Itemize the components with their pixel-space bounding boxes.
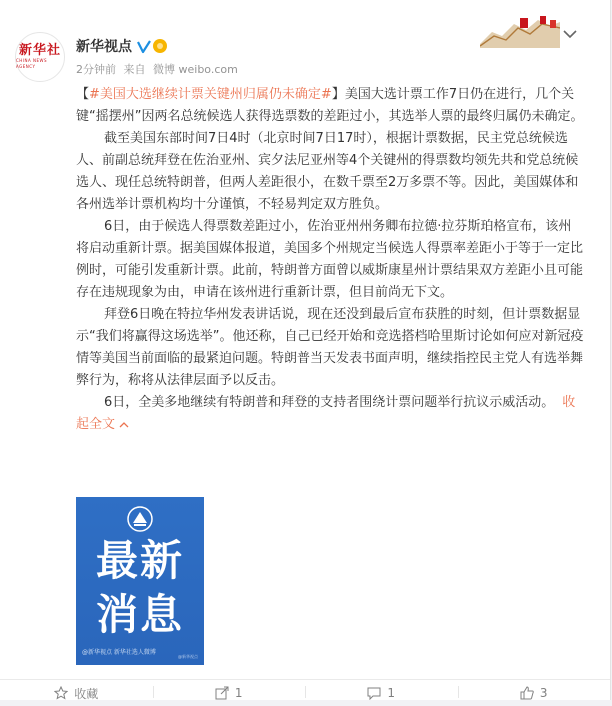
avatar[interactable]: [15, 32, 65, 82]
post-time[interactable]: 2分钟前: [76, 63, 116, 76]
like-button[interactable]: [458, 680, 611, 706]
xinhua-emblem-icon: [126, 505, 154, 533]
medal-icon[interactable]: [153, 39, 167, 53]
author-row: [76, 36, 167, 56]
post-meta: [76, 61, 242, 77]
star-icon: [54, 686, 68, 700]
author-name[interactable]: 新华视点: [76, 39, 132, 55]
favorite-button[interactable]: [0, 680, 153, 706]
comment-icon: [367, 686, 381, 700]
comment-count: 1: [387, 686, 396, 700]
avatar-logo-subtext: CHINA NEWS AGENCY: [16, 58, 47, 69]
chevron-down-icon[interactable]: [560, 24, 580, 44]
paragraph-4: [76, 392, 584, 436]
image-caption: @新华视点 新华社选人微博: [82, 649, 156, 656]
share-icon: [215, 686, 229, 700]
action-bar: [0, 679, 610, 706]
collapse-link[interactable]: 收起全文: [76, 395, 576, 432]
hashtag-link[interactable]: #美国大选继续计票关键州归属仍未确定#: [89, 87, 332, 102]
repost-count: 1: [234, 686, 243, 700]
chevron-up-icon[interactable]: [119, 420, 129, 430]
post-content: [76, 84, 584, 436]
paragraph-2: 6日，由于候选人得票数差距过小，佐治亚州州务卿布拉德·拉芬斯珀格宣布，该州将启动重新计票。据美国媒体报道，美国多个州规定当候选人得票率差距小于等于一定比例时，可能引发重新计票。此前，特朗普方面曾以威斯康星州计票结果双方差距小且可能存在违规现象为由，申请在该州进行重新计票，但目前尚无下文。: [76, 219, 584, 300]
like-count: 3: [539, 686, 548, 700]
lead-text: 美国大选计票工作7日仍在进行，几个关键“摇摆州”因两名总统候选人获得选票数的差距过小，其选举人票的最终归属仍未确定。: [76, 87, 584, 124]
last-paragraph-text: 6日，全美多地继续有特朗普和拜登的支持者围绕计票问题举行抗议示威活动。: [104, 395, 555, 410]
favorite-label: 收藏: [74, 686, 99, 701]
paragraph-3: 拜登6日晚在特拉华州发表讲话说，现在还没到最后宣布获胜的时刻，但计票数据显示“我们将赢得这场选举”。他还称，自己已经开始和竞选搭档哈里斯讨论如何应对新冠疫情等美国当前面临的最紧迫问题。特朗普当天发表书面声明，继续指控民主党人有选举舞弊行为，称将从法律层面予以反击。: [76, 307, 584, 388]
image-watermark: @新华视点: [178, 654, 198, 659]
great-wall-banner: [480, 14, 560, 48]
like-icon: [520, 686, 534, 700]
repost-button[interactable]: [153, 680, 306, 706]
lead-paragraph: 【#美国大选继续计票关键州归属仍未确定#】美国大选计票工作7日仍在进行，几个关键“摇摆州”因两名总统候选人获得选票数的差距过小，其选举人票的最终归属仍未确定。: [76, 87, 584, 124]
image-headline-1: 最新: [95, 536, 184, 585]
comment-button[interactable]: [305, 680, 458, 706]
image-headline-2: 消息: [95, 590, 184, 639]
post-source[interactable]: 微博 weibo.com: [153, 63, 238, 76]
avatar-logo-text: 新华社: [18, 43, 61, 58]
paragraph-1: 截至美国东部时间7日4时（北京时间7日17时），根据计票数据，民主党总统候选人、前副总统拜登在佐治亚州、宾夕法尼亚州等4个关键州的得票数均领先共和党总统候选人、现任总统特朗普，但两人差距很小，在数千票至2万多票不等。因此，美国媒体和各州选举计票机构均十分谨慎，不轻易判定双方胜负。: [76, 131, 579, 212]
source-prefix: 来自: [123, 63, 146, 76]
verified-icon[interactable]: [137, 39, 151, 53]
news-image[interactable]: [76, 497, 204, 665]
